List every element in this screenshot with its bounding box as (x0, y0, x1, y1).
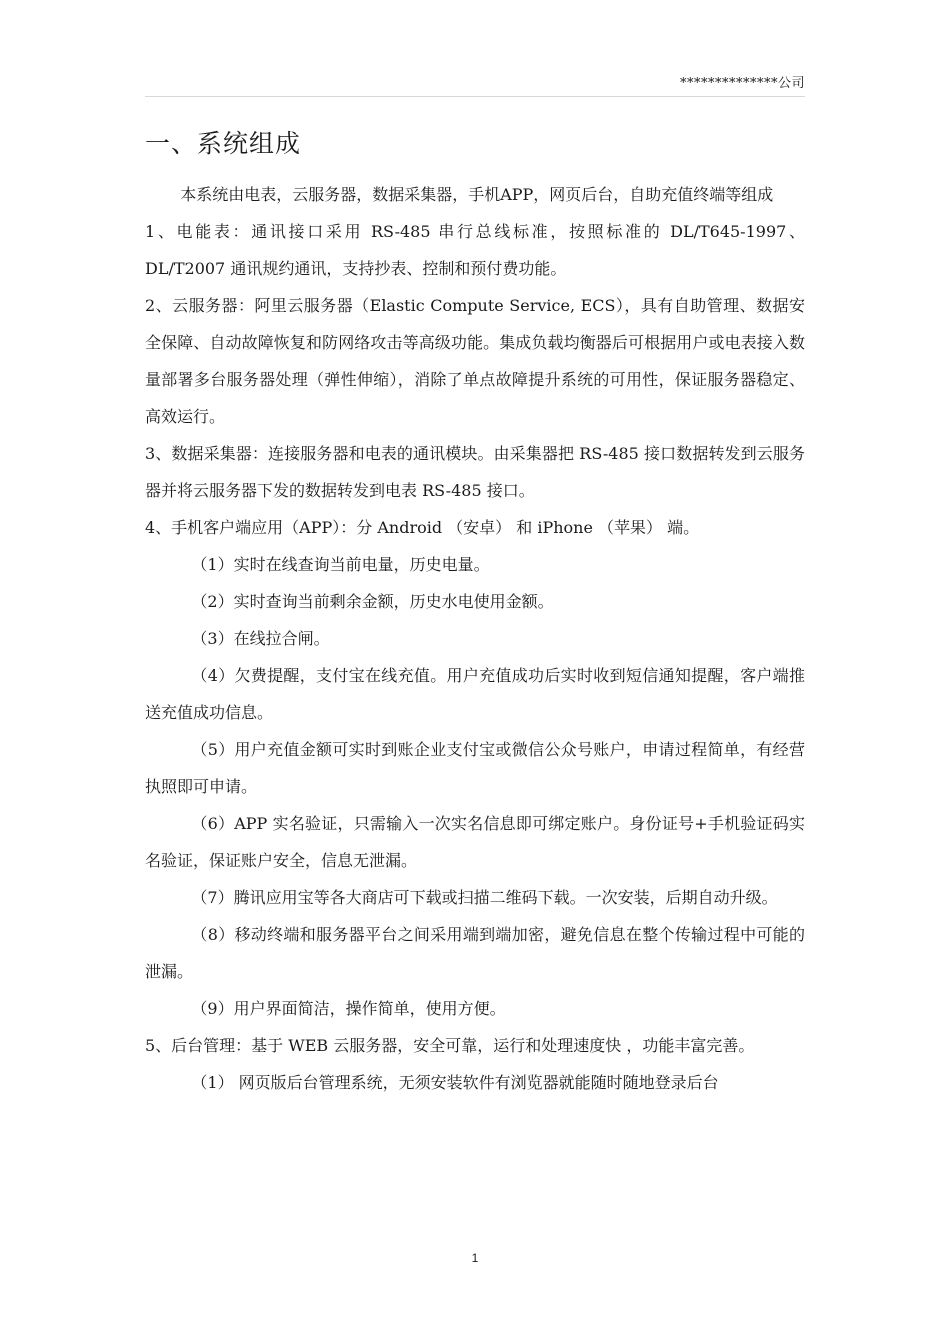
page-number: 1 (471, 1251, 479, 1265)
list-item-app-6: （6）APP 实名验证，只需输入一次实名信息即可绑定账户。身份证号+手机验证码实名验证，保证账户安全，信息无泄漏。 (145, 814, 805, 870)
header-divider (145, 96, 805, 97)
list-item-app-1: （1）实时在线查询当前电量，历史电量。 (191, 555, 490, 574)
list-item-backend-1: （1） 网页版后台管理系统，无须安装软件有浏览器就能随时随地登录后台 (191, 1073, 719, 1092)
list-item-app-2: （2）实时查询当前剩余金额，历史水电使用金额。 (191, 592, 554, 611)
paragraph-meter: 1、电能表：通讯接口采用 RS-485 串行总线标准，按照标准的 DL/T645-1997、DL/T2007 通讯规约通讯，支持抄表、控制和预付费功能。 (145, 222, 805, 278)
list-item-app-4: （4）欠费提醒，支付宝在线充值。用户充值成功后实时收到短信通知提醒，客户端推送充值成功信息。 (145, 666, 805, 722)
paragraph-cloud-server: 2、云服务器：阿里云服务器（Elastic Compute Service, ECS），具有自助管理、数据安全保障、自动故障恢复和防网络攻击等高级功能。集成负载均衡器后可根据用户或电表接入数量部署多台服务器处理（弹性伸缩），消除了单点故障提升系统的可用性，保证服务器稳定、高效运行。 (145, 296, 805, 426)
list-item-app-5: （5）用户充值金额可实时到账企业支付宝或微信公众号账户，申请过程简单，有经营执照即可申请。 (145, 740, 805, 796)
section-title: 一、系统组成 (145, 129, 302, 158)
list-item-app-8: （8）移动终端和服务器平台之间采用端到端加密，避免信息在整个传输过程中可能的泄漏。 (145, 925, 805, 981)
list-item-app-7: （7）腾讯应用宝等各大商店可下载或扫描二维码下载。一次安装，后期自动升级。 (191, 888, 778, 907)
paragraph-data-collector: 3、数据采集器：连接服务器和电表的通讯模块。由采集器把 RS-485 接口数据转发到云服务器并将云服务器下发的数据转发到电表 RS-485 接口。 (145, 444, 805, 500)
page-header-company: **************公司 (679, 76, 805, 91)
paragraph-intro: 本系统由电表，云服务器，数据采集器，手机APP，网页后台，自助充值终端等组成 (180, 185, 774, 204)
list-item-app-9: （9）用户界面简洁，操作简单，使用方便。 (191, 999, 506, 1018)
paragraph-mobile-app: 4、手机客户端应用（APP）：分 Android （安卓） 和 iPhone （苹果） 端。 (145, 518, 700, 537)
list-item-app-3: （3）在线拉合闸。 (191, 629, 330, 648)
document-body (145, 176, 805, 1101)
paragraph-backend: 5、后台管理：基于 WEB 云服务器，安全可靠，运行和处理速度快 ，功能丰富完善。 (145, 1036, 755, 1055)
